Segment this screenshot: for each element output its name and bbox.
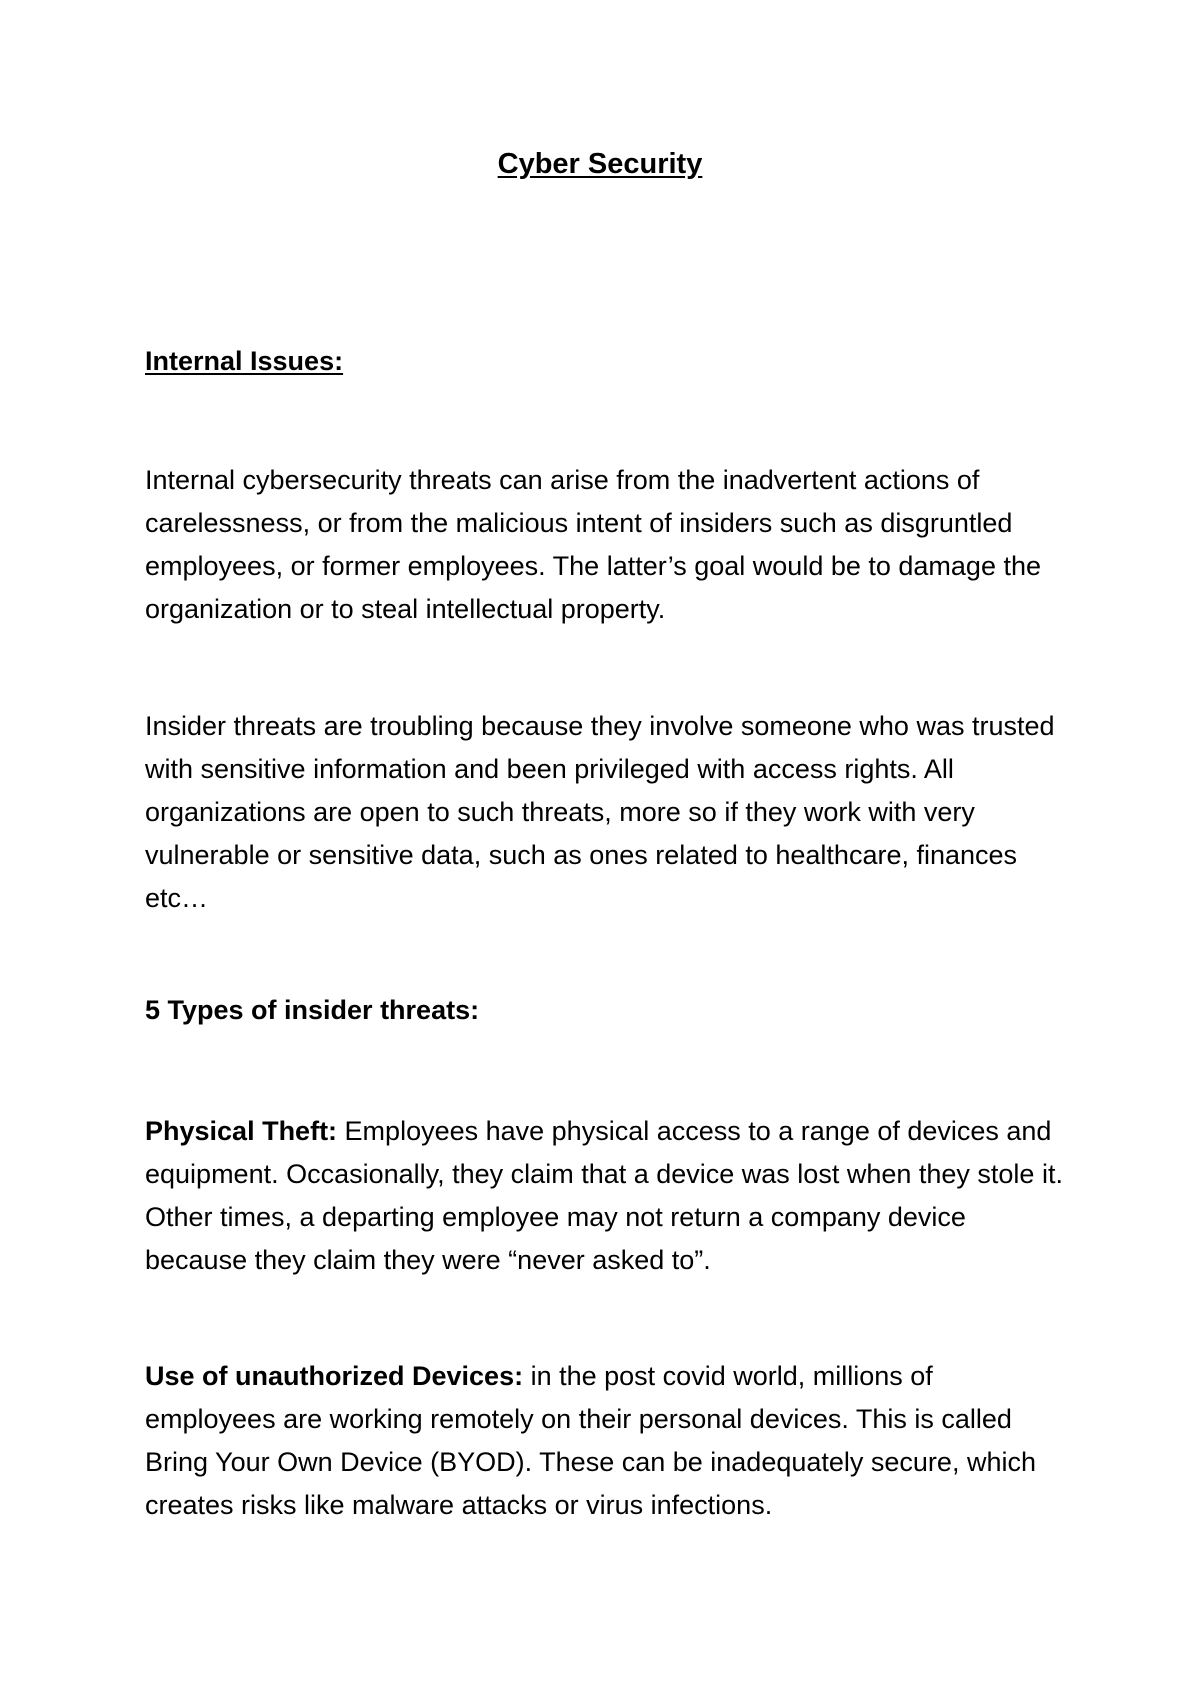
paragraph-internal-threats: Internal cybersecurity threats can arise from the inadvertent actions of carelessness, or from the malicious intent of insiders such as disgruntled employees, or former employees. The latter’s goal would be to damage the organization or to steal intellectual property. <box>145 465 1041 624</box>
type-item-text: Employees have physical access to a range of devices and equipment. Occasionally, they claim that a device was lost when they stole it. Other times, a departing employee may not return a company device because they claim they were “never asked to”. <box>145 1116 1063 1275</box>
type-item-lead: Physical Theft: <box>145 1116 338 1146</box>
type-item-text: in the post covid world, millions of employees are working remotely on their personal devices. This is called Bring Your Own Device (BYOD). These can be inadequately secure, which creates risks like malware attacks or virus infections. <box>145 1361 1036 1520</box>
types-heading: 5 Types of insider threats: <box>145 995 480 1025</box>
section-heading: Internal Issues: <box>145 346 344 376</box>
type-item-unauthorized-devices <box>145 1355 1065 1527</box>
document-title: Cyber Security <box>497 148 703 180</box>
type-item-physical-theft <box>145 1110 1065 1282</box>
paragraph-insider-threats: Insider threats are troubling because they involve someone who was trusted with sensitive information and been privileged with access rights. All organizations are open to such threats, more so if they work with very vulnerable or sensitive data, such as ones related to healthcare, finances etc… <box>145 711 1055 913</box>
type-item-lead: Use of unauthorized Devices: <box>145 1361 524 1391</box>
